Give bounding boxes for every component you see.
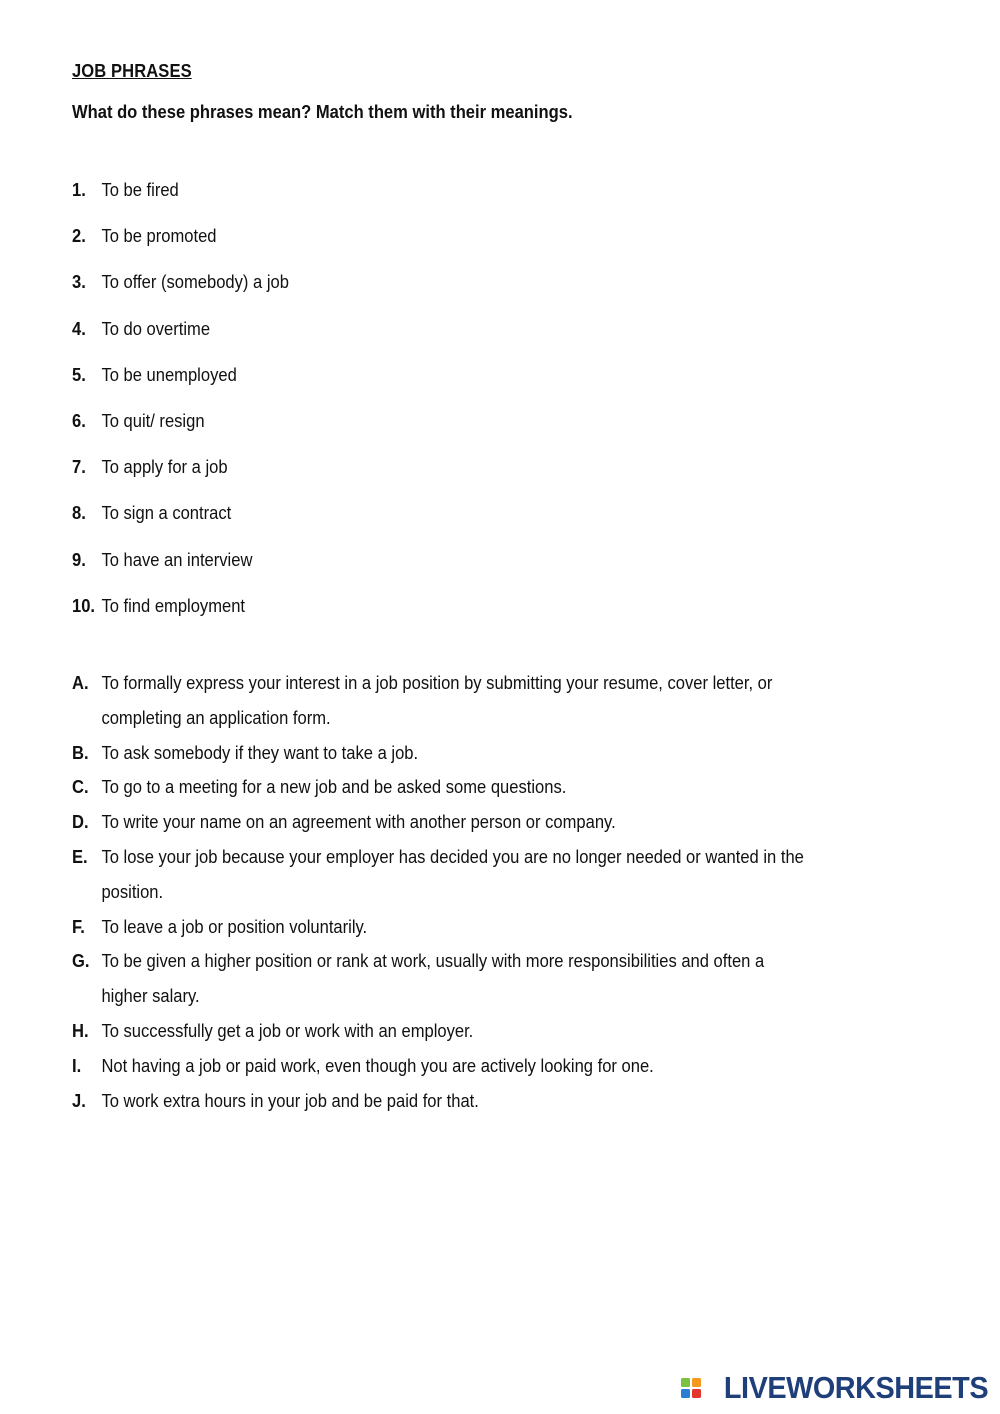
meaning-item <box>72 805 808 840</box>
meaning-text: To leave a job or position voluntarily. <box>101 916 368 937</box>
phrase-text: To be unemployed <box>101 364 237 385</box>
brand-name: LIVEWORKSHEETS <box>723 1370 988 1405</box>
phrase-number: 2. <box>72 226 86 247</box>
phrase-item <box>72 317 289 363</box>
meaning-item <box>72 1084 808 1119</box>
meaning-letter: D. <box>72 812 89 833</box>
meaning-text: To formally express your interest in a job position by submitting your resume, cover letter, or completing an application form. <box>101 673 773 728</box>
meaning-item <box>72 666 808 736</box>
phrase-number: 9. <box>72 549 86 570</box>
meaning-text: To write your name on an agreement with another person or company. <box>101 812 616 833</box>
phrase-item <box>72 409 289 455</box>
phrase-number: 4. <box>72 318 86 339</box>
meaning-letter: H. <box>72 1020 89 1041</box>
liveworksheets-logo-icon <box>680 1377 702 1399</box>
meaning-letter: C. <box>72 777 89 798</box>
phrase-number: 3. <box>72 272 86 293</box>
meaning-text: To be given a higher position or rank at work, usually with more responsibilities and often a higher salary. <box>101 951 765 1007</box>
phrase-number: 7. <box>72 457 86 478</box>
phrase-text: To find employment <box>101 595 246 616</box>
phrase-number: 6. <box>72 410 86 431</box>
meaning-text: To lose your job because your employer has decided you are no longer needed or wanted in the position. <box>101 846 804 902</box>
phrase-number: 1. <box>72 180 86 200</box>
phrase-text: To be fired <box>101 180 179 200</box>
instructions: What do these phrases mean? Match them with their meanings. <box>72 102 573 122</box>
phrase-number: 10. <box>72 595 96 616</box>
meaning-letter: F. <box>72 916 85 937</box>
meaning-letter: B. <box>72 742 89 763</box>
phrase-item <box>72 178 289 224</box>
meaning-letter: J. <box>72 1090 86 1111</box>
meaning-letter: E. <box>72 846 88 867</box>
phrase-text: To do overtime <box>101 318 211 339</box>
meaning-item <box>72 944 808 1014</box>
meaning-item <box>72 840 808 910</box>
phrase-item <box>72 501 289 547</box>
phrase-text: To apply for a job <box>101 457 228 478</box>
phrase-list <box>72 178 308 640</box>
meaning-letter: G. <box>72 951 90 972</box>
meaning-list <box>72 666 872 1118</box>
phrase-text: To sign a contract <box>101 503 232 524</box>
phrase-item <box>72 594 289 640</box>
phrase-item <box>72 548 289 594</box>
phrase-text: To be promoted <box>101 226 217 247</box>
phrase-text: To quit/ resign <box>101 410 205 431</box>
meaning-text: To successfully get a job or work with an employer. <box>101 1020 474 1041</box>
meaning-item <box>72 910 808 945</box>
meaning-text: To ask somebody if they want to take a job. <box>101 742 419 763</box>
meaning-item <box>72 770 808 805</box>
meaning-item <box>72 1049 808 1084</box>
page-title: JOB PHRASES <box>72 61 192 81</box>
phrase-number: 5. <box>72 364 86 385</box>
meaning-letter: A. <box>72 673 89 693</box>
phrase-text: To offer (somebody) a job <box>101 272 289 293</box>
phrase-item <box>72 363 289 409</box>
phrase-item <box>72 455 289 501</box>
liveworksheets-brand <box>680 1370 988 1406</box>
phrase-number: 8. <box>72 503 86 524</box>
phrase-item <box>72 270 289 316</box>
phrase-item <box>72 224 289 270</box>
meaning-text: To work extra hours in your job and be paid for that. <box>101 1090 479 1111</box>
meaning-item <box>72 1014 808 1049</box>
meaning-item <box>72 736 808 771</box>
meaning-letter: I. <box>72 1055 82 1076</box>
phrase-text: To have an interview <box>101 549 253 570</box>
meaning-text: To go to a meeting for a new job and be asked some questions. <box>101 777 567 798</box>
meaning-text: Not having a job or paid work, even though you are actively looking for one. <box>101 1055 654 1076</box>
